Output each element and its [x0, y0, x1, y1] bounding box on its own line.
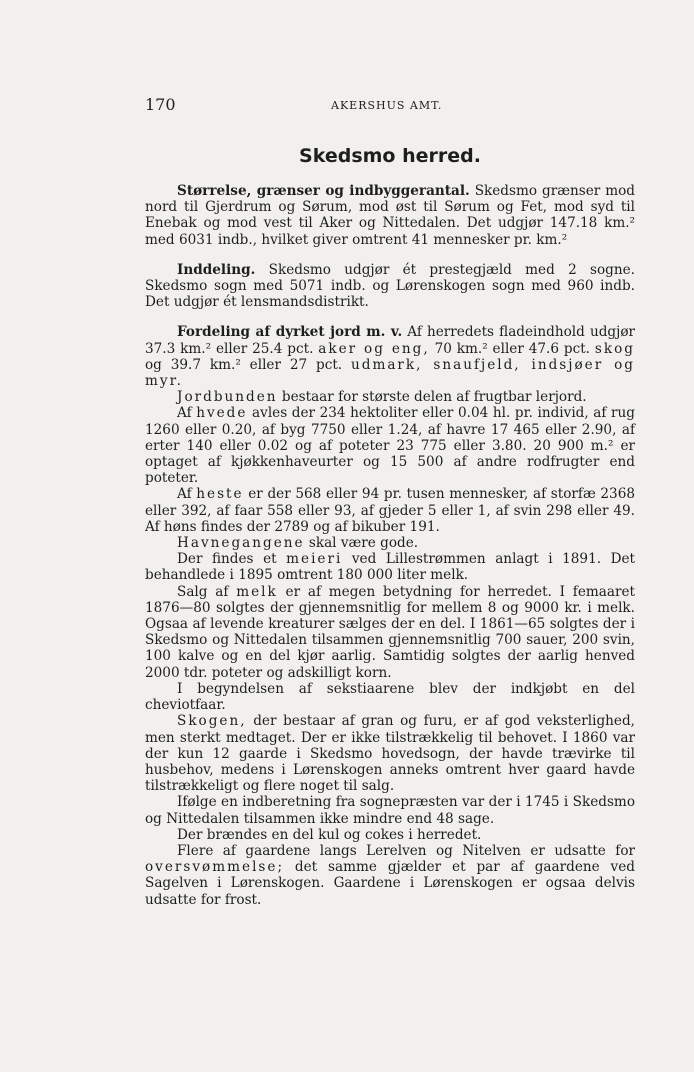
paragraph-melk	[145, 584, 635, 681]
section-heading: Inddeling.	[177, 261, 256, 278]
spaced-term: hvede	[196, 405, 248, 422]
section-heading: Størrelse, grænser og indbyggerantal.	[177, 183, 470, 199]
paragraph-jordbund	[145, 389, 635, 405]
spaced-term: skog	[594, 340, 635, 357]
spaced-term: heste	[196, 486, 244, 503]
spaced-term: Skogen,	[177, 713, 247, 730]
paragraph-flom	[145, 843, 635, 908]
paragraph-fordeling	[145, 324, 635, 389]
paragraph-text: Skedsmo udgjør ét prestegjæld med 2 sogne. Skedsmo sogn med 5071 indb. og Lørenskogen sogn med 960 indb. Det udgjør ét lensmandsdistrikt.	[145, 261, 635, 311]
paragraph-kul	[145, 827, 635, 843]
paragraph-text: Der findes et	[177, 551, 287, 568]
paragraph-text: avles der 234 hektoliter eller 0.04 hl. pr. individ, af rug 1260 eller 0.20, af byg 7750 eller 1.24, af havre 17 465 eller 2.90, af erter 140 eller 0.02 og af poteter 23 775 eller 3.80. 20 900 m.² er optaget af kjøkkenhaveurter og 15 500 af andre rodfrugter end poteter.	[145, 405, 635, 487]
paragraph-inddeling	[145, 262, 635, 311]
paragraph-skogen	[145, 713, 635, 794]
paragraph-text: bestaar for største delen af frugtbar lerjord.	[277, 389, 587, 406]
paragraph-cheviot	[145, 681, 635, 713]
paragraph-text: der bestaar af gran og furu, er af god veksterlighed, men sterkt medtaget. Der er ikke tilstrækkelig til behovet. I 1860 var der kun 12 gaarde i Skedsmo hovedsogn, der havde trævirke til husbehov, medens i Lørenskogen anneks omtrent hver gaard havde tilstrækkeligt og flere noget til salg.	[145, 713, 635, 795]
paragraph-text: I begyndelsen af sekstiaarene blev der indkjøbt en del cheviotfaar.	[145, 680, 635, 714]
spaced-term: oversvømmelse;	[145, 859, 285, 876]
paragraph-heste	[145, 486, 635, 535]
paragraph-text: Af herredets fladeindhold udgjør 37.3 km.² eller 25.4 pct.	[145, 324, 635, 357]
spaced-term: Jordbunden	[177, 389, 278, 406]
paragraph-text: er af megen betydning for herredet. I femaaret 1876—80 solgtes der gjennemsnitlig for mellem 8 og 9000 kr. i melk. Ogsaa af levende kreaturer sælges der en del. I 1861—65 solgtes der i Skedsmo og Nittedalen tilsammen gjennemsnitlig 700 sauer, 200 svin, 100 kalve og en del kjør aarlig. Samtidig solgtes der aarlig henved 2000 tdr. poteter og adskilligt korn.	[145, 583, 635, 681]
paragraph-text: Af	[177, 405, 197, 422]
paragraph-text: Salg af	[177, 583, 237, 600]
spaced-term: aker og eng,	[318, 340, 430, 357]
spaced-term: melk	[236, 583, 278, 600]
page-header	[145, 95, 635, 115]
paragraph-text: Af	[177, 486, 197, 503]
spaced-term: Havnegangene	[177, 535, 305, 552]
paragraph-text: Flere af gaardene langs Lerelven og Nitelven er udsatte for	[177, 842, 635, 859]
paragraph-meieri	[145, 551, 635, 583]
paragraph-sogneprest	[145, 794, 635, 826]
paragraph-storrelse	[145, 183, 635, 248]
paragraph-text: og 39.7 km.² eller 27 pct.	[145, 356, 351, 373]
paragraph-text: er der 568 eller 94 pr. tusen mennesker, af storfæ 2368 eller 392, af faar 558 eller 93, af gjeder 5 eller 1, af svin 298 eller 49. Af høns findes der 2789 og af bikuber 191.	[145, 486, 635, 535]
spaced-term: meieri	[286, 551, 343, 568]
paragraph-text: Skedsmo grænser mod nord til Gjerdrum og Sørum, mod øst til Sørum og Fet, mod syd til Enebak og mod vest til Aker og Nittedalen. Det udgjør 147.18 km.² med 6031 indb., hvilket giver omtrent 41 mennesker pr. km.²	[145, 183, 636, 248]
spaced-term: udmark, snaufjeld, indsjøer og myr.	[145, 356, 635, 390]
page-number: 170	[145, 95, 176, 114]
paragraph-text: Der brændes en del kul og cokes i herredet.	[177, 826, 482, 843]
page-title: Skedsmo herred.	[299, 145, 481, 167]
paragraph-text: 70 km.² eller 47.6 pct.	[429, 340, 595, 357]
paragraph-text: ved Lillestrømmen anlagt i 1891. Det behandlede i 1895 omtrent 180 000 liter melk.	[145, 551, 635, 584]
running-title: AKERSHUS AMT.	[331, 99, 443, 112]
paragraph-hvede	[145, 405, 635, 486]
page-body	[145, 183, 635, 908]
paragraph-text: det samme gjælder et par af gaardene ved Sagelven i Lørenskogen. Gaardene i Lørenskogen er ogsaa delvis udsatte for frost.	[145, 859, 635, 908]
section-heading: Fordeling af dyrket jord m. v.	[177, 324, 403, 341]
paragraph-text: skal være gode.	[304, 535, 419, 552]
paragraph-text: Ifølge en indberetning fra sognepræsten var der i 1745 i Skedsmo og Nittedalen tilsammen ikke mindre end 48 sage.	[145, 794, 635, 827]
paragraph-havne	[145, 535, 635, 551]
